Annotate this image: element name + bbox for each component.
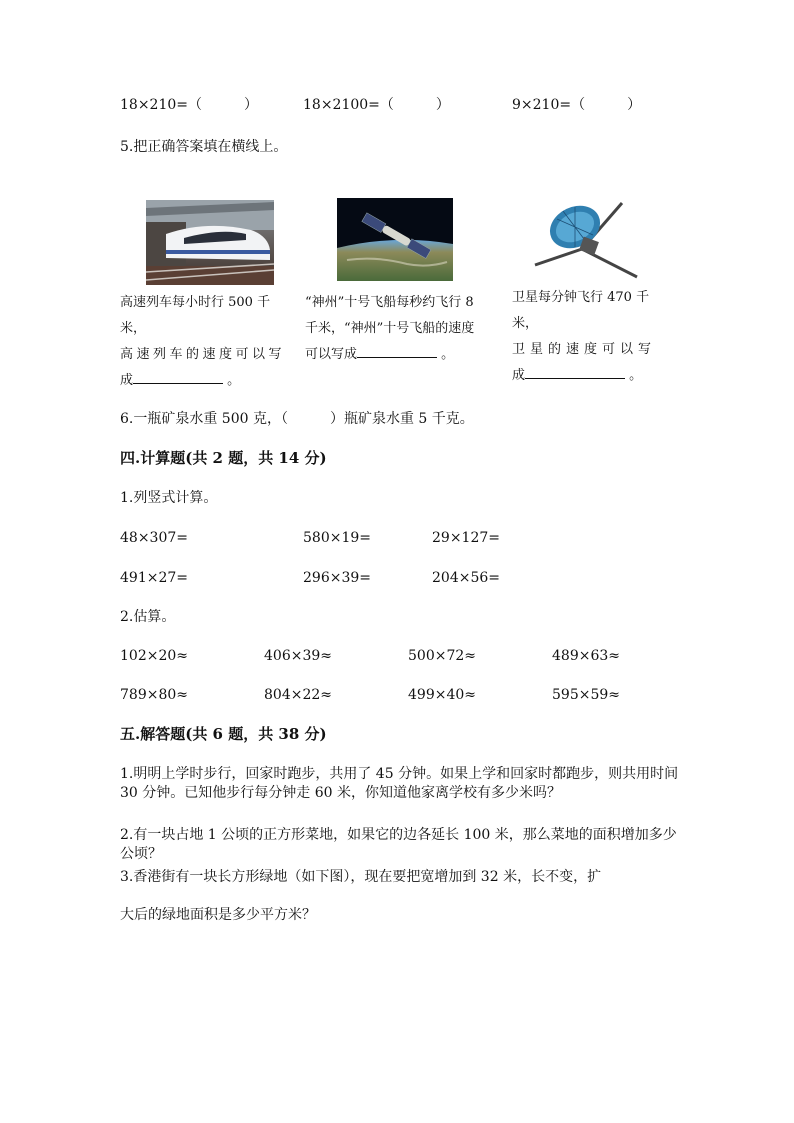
estimate-expr: 102×20≈ xyxy=(120,648,188,664)
card-train-line1: 高速列车每小时行 500 千米， xyxy=(120,295,271,336)
estimate-expr: 500×72≈ xyxy=(408,648,476,664)
q5-title: 5.把正确答案填在横线上。 xyxy=(120,139,288,155)
estimate-expr: 789×80≈ xyxy=(120,687,188,703)
answer-blank-satellite[interactable] xyxy=(525,364,625,379)
calc-expr: 296×39= xyxy=(303,570,371,586)
calc-expr: 580×19= xyxy=(303,530,371,546)
answer-blank-train[interactable] xyxy=(133,369,223,384)
estimate-expr: 595×59≈ xyxy=(552,687,620,703)
card-spacecraft-line1: “神州”十号飞船每秒约飞行 8 xyxy=(305,295,474,310)
section4-heading: 四.计算题(共 2 题，共 14 分) xyxy=(120,449,327,467)
card-satellite-line2: 卫星的速度可以写 xyxy=(512,342,657,357)
section4-q2-title: 2.估算。 xyxy=(120,609,176,625)
section4-q1-title: 1.列竖式计算。 xyxy=(120,490,218,506)
calc-expr: 48×307= xyxy=(120,530,188,546)
card-spacecraft-line3: 可以写成 。 xyxy=(305,342,500,368)
card-train-text xyxy=(120,290,290,394)
estimate-expr: 489×63≈ xyxy=(552,648,620,664)
problem-3-line2: 大后的绿地面积是多少平方米？ xyxy=(120,907,316,923)
high-speed-train-icon xyxy=(146,200,274,285)
spacecraft-icon xyxy=(337,198,453,281)
section5-heading: 五.解答题(共 6 题，共 38 分) xyxy=(120,725,327,743)
card-satellite-line3: 成 。 xyxy=(512,363,672,389)
card-satellite-text xyxy=(512,285,672,389)
calc-expr: 204×56= xyxy=(432,570,500,586)
expr-18x2100: 18×2100=（ ） xyxy=(303,97,450,113)
q6-text: 6.一瓶矿泉水重 500 克，（ ）瓶矿泉水重 5 千克。 xyxy=(120,411,474,427)
problem-3-line1: 3.香港街有一块长方形绿地（如下图），现在要把宽增加到 32 米，长不变，扩 xyxy=(120,869,602,885)
expr-9x210: 9×210=（ ） xyxy=(512,97,642,113)
card-spacecraft-text xyxy=(305,290,500,368)
card-spacecraft-line2: 千米，“神州”十号飞船的速度 xyxy=(305,321,475,336)
card-train-line3: 成 。 xyxy=(120,368,290,394)
estimate-expr: 406×39≈ xyxy=(264,648,332,664)
expr-18x210: 18×210=（ ） xyxy=(120,97,258,113)
problem-2: 2.有一块占地 1 公顷的正方形菜地，如果它的边各延长 100 米，那么菜地的面积增加多少公顷？ xyxy=(120,827,677,862)
problem-1: 1.明明上学时步行，回家时跑步，共用了 45 分钟。如果上学和回家时都跑步，则共用时间 30 分钟。已知他步行每分钟走 60 米，你知道他家离学校有多少米吗？ xyxy=(120,766,679,801)
calc-expr: 491×27= xyxy=(120,570,188,586)
estimate-expr: 499×40≈ xyxy=(408,687,476,703)
satellite-icon xyxy=(527,197,645,283)
estimate-expr: 804×22≈ xyxy=(264,687,332,703)
card-satellite-line1: 卫星每分钟飞行 470 千米， xyxy=(512,290,650,331)
card-train-line2: 高速列车的速度可以写 xyxy=(120,347,286,362)
answer-blank-spacecraft[interactable] xyxy=(357,343,437,358)
calc-expr: 29×127= xyxy=(432,530,500,546)
